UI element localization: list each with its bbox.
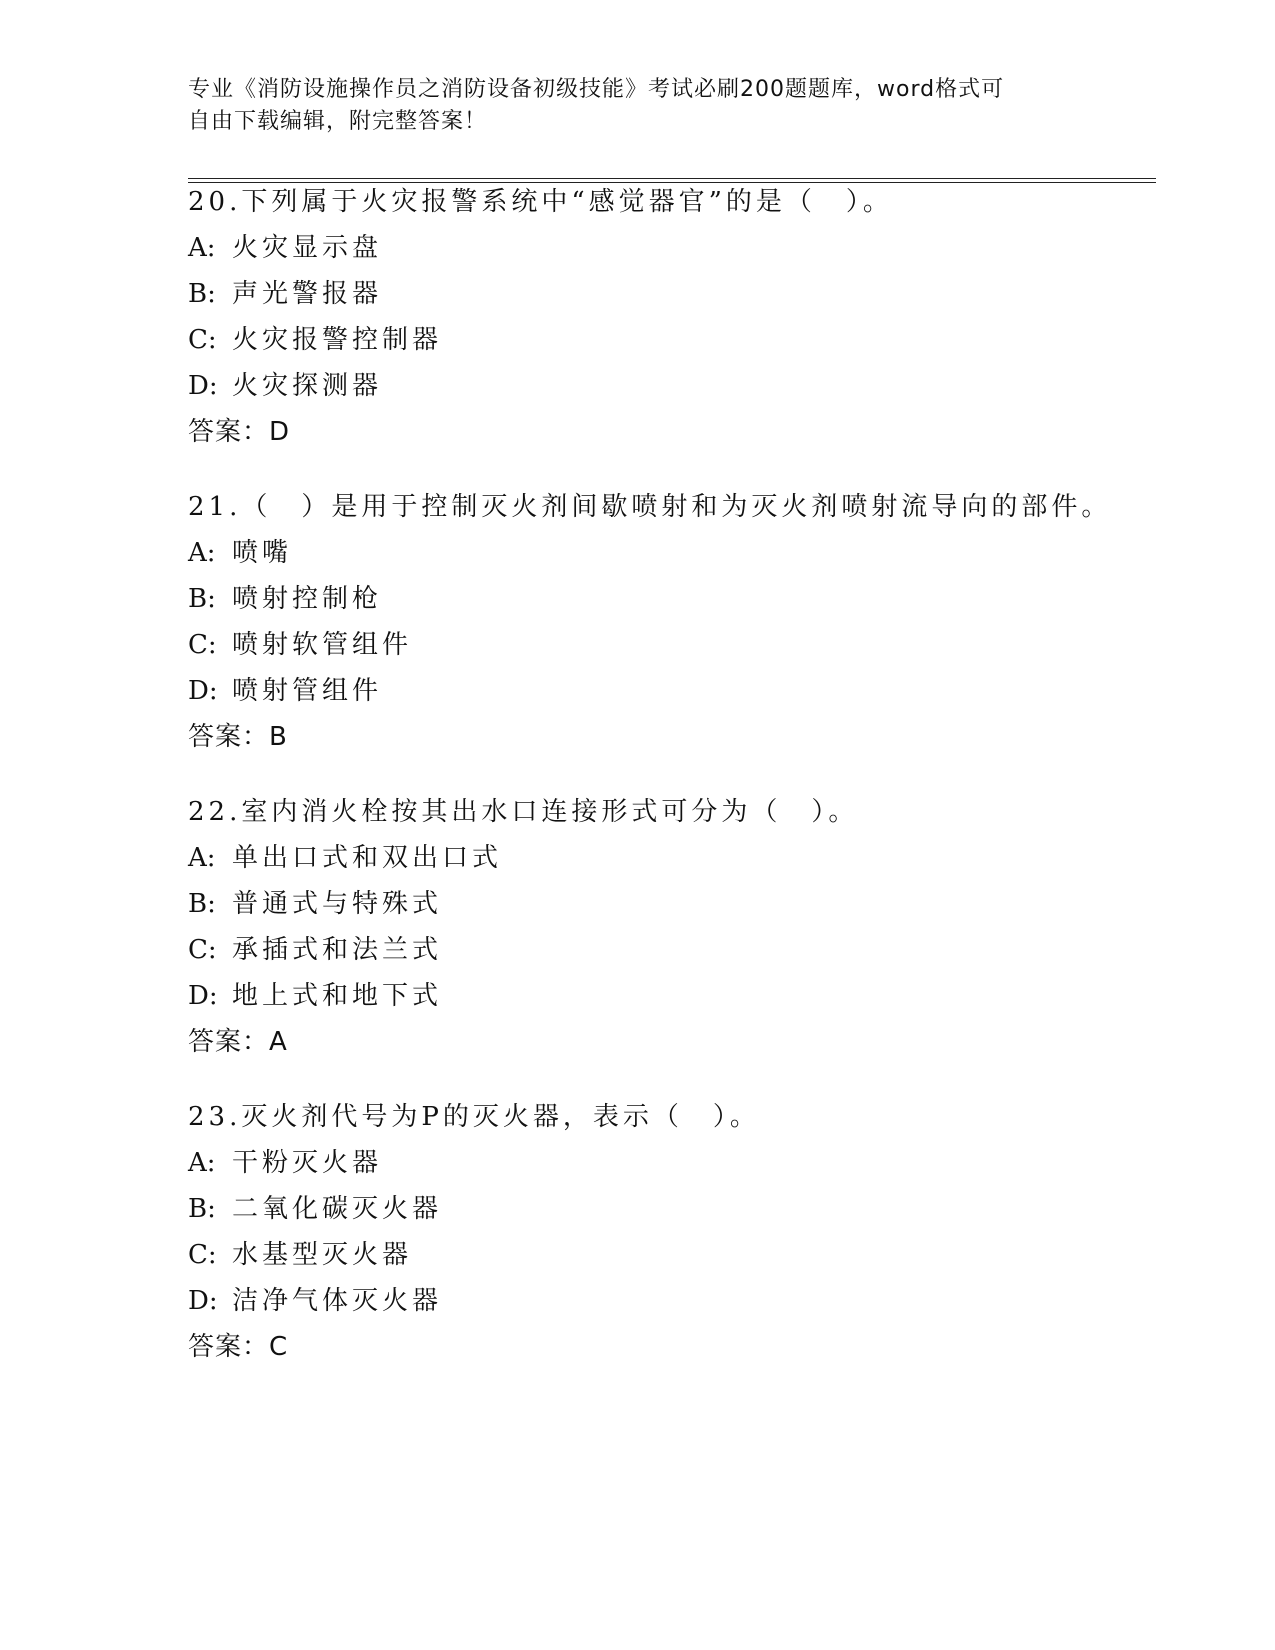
answer: 答案：A	[188, 1027, 288, 1057]
option-key: C:	[188, 935, 217, 965]
option-d	[188, 676, 1138, 722]
question-stem: 22.室内消火栓按其出水口连接形式可分为（ ）。	[188, 797, 859, 827]
answer: 答案：C	[188, 1332, 289, 1362]
option-text: 二氧化碳灭火器	[232, 1194, 443, 1224]
option-c	[188, 935, 1138, 981]
option-text: 单出口式和双出口式	[232, 843, 503, 873]
option-c	[188, 1240, 1138, 1286]
option-d	[188, 1286, 1138, 1332]
option-key: D:	[188, 1286, 218, 1316]
question-stem: 20.下列属于火灾报警系统中“感觉器官”的是（ ）。	[188, 187, 893, 217]
option-d	[188, 371, 1138, 417]
option-text: 喷射软管组件	[232, 630, 413, 660]
option-key: D:	[188, 676, 218, 706]
option-c	[188, 325, 1138, 371]
option-key: C:	[188, 1240, 217, 1270]
option-b	[188, 584, 1138, 630]
option-key: B:	[188, 584, 216, 614]
header-line-1: 专业《消防设施操作员之消防设备初级技能》考试必刷200题题库，word格式可	[188, 77, 1005, 102]
answer: 答案：D	[188, 417, 291, 447]
option-text: 声光警报器	[232, 279, 383, 309]
option-text: 水基型灭火器	[232, 1240, 413, 1270]
option-b	[188, 279, 1138, 325]
option-d	[188, 981, 1138, 1027]
option-key: C:	[188, 325, 217, 355]
option-text: 火灾报警控制器	[232, 325, 443, 355]
option-key: A:	[188, 1148, 216, 1178]
option-key: A:	[188, 843, 216, 873]
option-a	[188, 233, 1138, 279]
option-key: A:	[188, 538, 216, 568]
option-text: 普通式与特殊式	[232, 889, 443, 919]
option-text: 洁净气体灭火器	[232, 1286, 443, 1316]
option-c	[188, 630, 1138, 676]
question-21	[188, 492, 1138, 768]
option-text: 地上式和地下式	[232, 981, 443, 1011]
option-a	[188, 1148, 1138, 1194]
option-key: A:	[188, 233, 216, 263]
header-divider	[188, 178, 1156, 183]
question-stem: 23.灭火剂代号为P的灭火器，表示（ ）。	[188, 1102, 760, 1132]
answer: 答案：B	[188, 722, 288, 752]
option-text: 喷嘴	[232, 538, 293, 568]
option-key: B:	[188, 889, 216, 919]
option-text: 承插式和法兰式	[232, 935, 443, 965]
option-text: 火灾显示盘	[232, 233, 383, 263]
question-20	[188, 187, 1138, 463]
option-a	[188, 843, 1138, 889]
option-b	[188, 889, 1138, 935]
option-key: B:	[188, 1194, 216, 1224]
header-line-2: 自由下载编辑，附完整答案！	[188, 109, 488, 134]
question-stem: 21.（ ）是用于控制灭火剂间歇喷射和为灭火剂喷射流导向的部件。	[188, 492, 1112, 522]
option-text: 火灾探测器	[232, 371, 383, 401]
option-a	[188, 538, 1138, 584]
question-22	[188, 797, 1138, 1073]
option-b	[188, 1194, 1138, 1240]
option-text: 干粉灭火器	[232, 1148, 383, 1178]
option-key: B:	[188, 279, 216, 309]
option-key: C:	[188, 630, 217, 660]
document-header	[188, 74, 1088, 138]
question-23	[188, 1102, 1138, 1378]
option-text: 喷射控制枪	[232, 584, 383, 614]
option-text: 喷射管组件	[232, 676, 383, 706]
option-key: D:	[188, 981, 218, 1011]
option-key: D:	[188, 371, 218, 401]
